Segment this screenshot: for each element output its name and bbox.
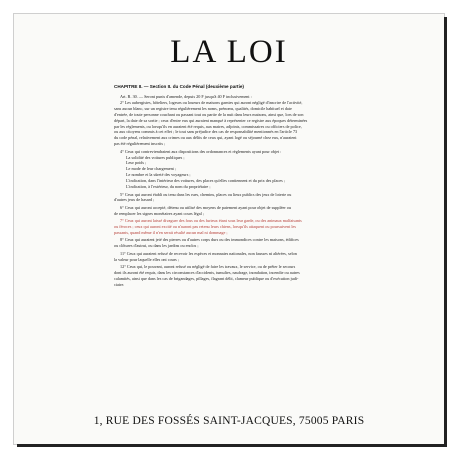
- text-line: 5° Ceux qui auront établi ou tenu dans les rues, chemins, places ou lieux publics des jeux de loterie ou: [120, 191, 292, 197]
- text-line: Le nombre et la sûreté des voyageurs ;: [126, 172, 191, 178]
- article-line: Art. R. 30. — Seront punis d'amende, depuis 20 F jusqu'à 40 F inclusivement :: [120, 94, 252, 99]
- text-line: 11° Ceux qui auraient refusé de recevoir les espèces et monnaies nationales, non fausses ni altérées, selon: [120, 250, 297, 256]
- text-line: L'indication, dans l'intérieur des voitures, des places qu'elles contiennent et du prix des places ;: [126, 178, 286, 184]
- law-text-body: [114, 94, 356, 288]
- text-line: de remplacer les signes monétaires ayant cours légal ;: [114, 210, 204, 216]
- text-line: par les règlements, ou lorsqu'ils en auraient été requis, aux maires, adjoints, commissaires ou officiers de police,: [114, 123, 302, 129]
- text-line: la valeur pour laquelle elles ont cours ;: [114, 256, 180, 262]
- text-line: 8° Ceux qui auraient jeté des pierres ou d'autres corps durs ou des immondices contre les maisons, édifices: [120, 237, 299, 243]
- text-line: dont ils auront été requis, dans les circonstances d'accidents, tumultes, naufrage, inondation, incendie ou autres: [114, 269, 300, 275]
- text-line: La solidité des voitures publiques ;: [126, 154, 185, 160]
- text-line: départ, la date de sa sortie ; ceux d'entre eux qui auraient manqué à représenter ce registre aux époques déterminées: [114, 117, 308, 123]
- text-line: ou féroces ; ceux qui auront excité ou n'auront pas retenu leurs chiens, lorsqu'ils attaquent ou poursuivent les: [114, 224, 296, 230]
- chapter-heading: CHAPITRE II. — Section II. du Code Pénal (deuxième partie): [114, 84, 244, 89]
- text-line: ciaire.: [114, 281, 125, 287]
- text-line: calamités, ainsi que dans les cas de brigandages, pillages, flagrant délit, clameur publique ou d'exécution judi-: [114, 275, 299, 281]
- text-line: Le mode de leur chargement ;: [126, 166, 177, 172]
- text-line: 4° Ceux qui contreviendraient aux dispositions des ordonnances et règlements ayant pour objet :: [120, 148, 282, 154]
- document-title: LA LOI: [170, 34, 288, 70]
- text-line: d'autres jeux de hasard ;: [114, 197, 155, 203]
- text-line: pas été régulièrement inscrits ;: [114, 141, 166, 147]
- text-line: L'indication, à l'extérieur, du nom du propriétaire ;: [126, 184, 211, 190]
- text-line: ou clôtures d'autrui, ou dans les jardins ou enclos ;: [114, 243, 199, 249]
- text-line: passants, quand même il n'en serait résulté aucun mal ni dommage ;: [114, 229, 228, 235]
- text-line: Leur poids ;: [126, 160, 147, 166]
- text-line: 6° Ceux qui auront accepté, détenu ou utilisé des moyens de paiement ayant pour objet de suppléer ou: [120, 204, 291, 210]
- text-line: 2° Les aubergistes, hôteliers, logeurs ou loueurs de maisons garnies qui auront négligé d'inscrire de l'activité,: [120, 99, 303, 105]
- text-line: du code pénal, relativement aux crimes ou aux délits de ceux qui, ayant logé ou séjourné chez eux, n'auraient: [114, 135, 297, 141]
- law-text-lines: [114, 100, 356, 288]
- text-line: sans aucun blanc, sur un registre tenu régulièrement les noms, prénoms, qualités, domicile habituel et date: [114, 105, 292, 111]
- document-page: [14, 14, 444, 444]
- text-line: 12° Ceux qui, le pouvant, auront refusé ou négligé de faire les travaux, le service, ou de prêter le secours: [120, 263, 296, 269]
- text-line: 7° Ceux qui auront laissé divaguer des fous ou des furieux étant sous leur garde, ou des animaux malfaisants: [120, 218, 302, 224]
- text-line: d'entrée, de toute personne couchant ou passant tout ou partie de la nuit dans leurs maisons, ainsi que, lors de son: [114, 111, 304, 117]
- text-line: ou aux citoyens commis à cet effet ; le tout sans préjudice des cas de responsabilité mentionnés en l'article 73: [114, 129, 298, 135]
- address-line: 1, RUE DES FOSSÉS SAINT-JACQUES, 75005 PARIS: [93, 415, 365, 427]
